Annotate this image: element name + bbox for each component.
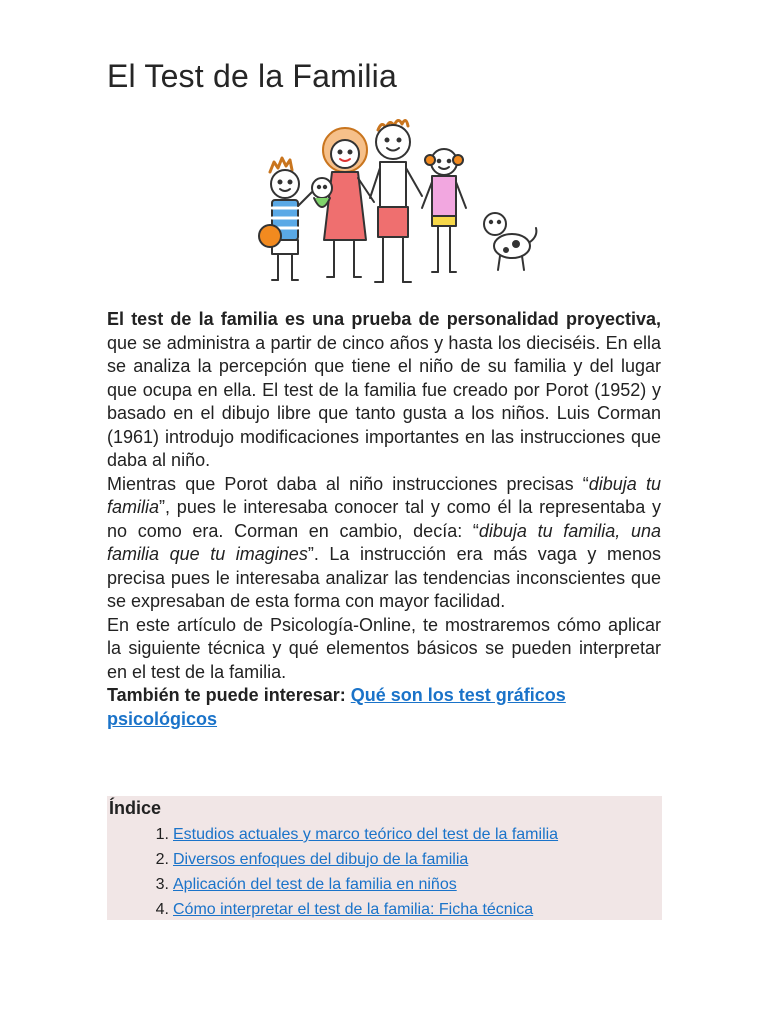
toc-item xyxy=(107,899,558,924)
page-title: El Test de la Familia xyxy=(107,58,397,94)
toc-item-number: 1. xyxy=(155,826,169,843)
toc-title: Índice xyxy=(109,798,162,818)
father-figure xyxy=(370,120,422,282)
dog-figure xyxy=(484,213,536,270)
intro-text: que se administra a partir de cinco años y hasta los dieciséis. En ella se analiza la percepción que tiene el niño de su familia y del lugar que ocupa en ella. El test de la familia fue creado por Porot (1952) y basado en el dibujo libre que tanto gusta a los niños. Luis Corman (1961) introdujo modificaciones importantes en las instrucciones que daba al niño. xyxy=(107,332,661,470)
instructions-text-c: ”. La instrucción era más vaga y menos precisa pues le interesaba analizar las tendencias inconscientes que se expresaban de esta forma con mayor facilidad. xyxy=(107,544,661,611)
toc-item-number: 4. xyxy=(155,901,169,918)
article-scope-paragraph: En este artículo de Psicología-Online, te mostraremos cómo aplicar la siguiente técnica y qué elementos básicos se pueden interpretar en el test de la familia. xyxy=(107,614,661,682)
instructions-paragraph xyxy=(107,473,661,614)
instructions-quote-2: dibuja tu familia, una familia que tu imagines xyxy=(107,520,661,564)
toc-link-interpretar[interactable]: Cómo interpretar el test de la familia: Ficha técnica xyxy=(173,901,534,918)
toc-link-enfoques[interactable]: Diversos enfoques del dibujo de la familia xyxy=(173,851,469,868)
toc-item xyxy=(107,824,558,849)
instructions-text-b: ”, pues le interesaba conocer tal y como él la representaba y no como era. Corman en cambio, decía: “ xyxy=(107,497,661,541)
family-drawing-illustration xyxy=(250,112,540,292)
related-article-link[interactable]: Qué son los test gráficos psicológicos xyxy=(107,685,566,729)
article-body xyxy=(107,308,661,731)
girl-figure xyxy=(422,149,466,272)
related-article xyxy=(107,684,661,731)
table-of-contents xyxy=(107,796,662,920)
toc-item xyxy=(107,874,558,899)
toc-list xyxy=(107,824,558,924)
intro-bold-text: El test de la familia es una prueba de personalidad proyectiva, xyxy=(107,309,661,329)
related-label: También te puede interesar: xyxy=(107,685,346,705)
instructions-quote-1: dibuja tu familia xyxy=(107,473,661,517)
toc-item-number: 2. xyxy=(155,851,169,868)
toc-item-number: 3. xyxy=(155,876,169,893)
toc-item xyxy=(107,849,558,874)
boy-figure xyxy=(259,158,312,280)
intro-paragraph xyxy=(107,308,661,473)
toc-link-aplicacion[interactable]: Aplicación del test de la familia en niños xyxy=(173,876,457,893)
toc-link-estudios[interactable]: Estudios actuales y marco teórico del test de la familia xyxy=(173,826,559,843)
instructions-text-a: Mientras que Porot daba al niño instrucciones precisas “ xyxy=(107,473,589,494)
mother-figure xyxy=(312,128,374,277)
